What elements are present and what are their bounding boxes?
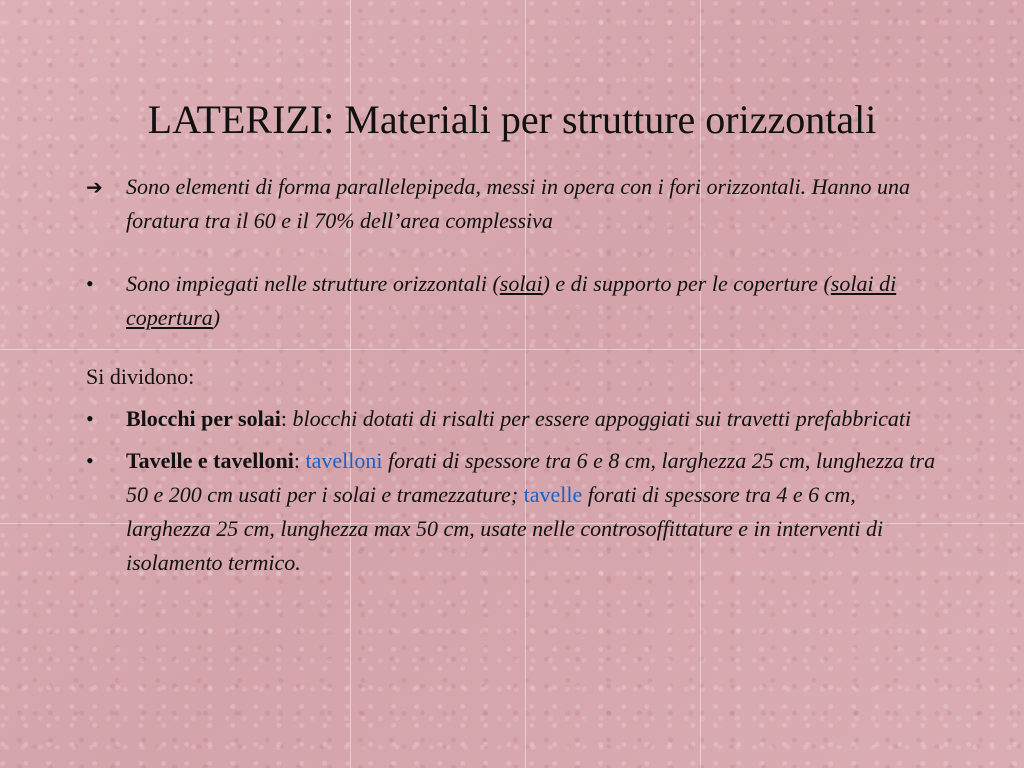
bullet-heading: Tavelle e tavelloni (126, 448, 294, 473)
bullet-text: forati di spessore tra 4 e 6 cm, larghezza 25 cm, lunghezza max 50 cm, usate nelle controsoffittature e in interventi di isolamento termico. (126, 482, 884, 575)
bullet-dot-icon: • (86, 406, 94, 431)
bullet-text: Sono elementi di forma parallelepipeda, messi in opera con i fori orizzontali. Hanno una foratura tra il 60 e il 70% dell’area complessiva (126, 174, 911, 233)
arrow-bullet-item (86, 170, 946, 238)
bullet-item-tavelle (86, 444, 946, 580)
tavelloni-term: tavelloni (305, 448, 383, 473)
slide-title: LATERIZI: Materiali per strutture orizzontali (147, 97, 877, 142)
bullet-text: forati di spessore tra 6 e 8 cm, larghezza 25 cm, lunghezza tra 50 e 200 cm usati per i solai e tramezzature; (126, 448, 936, 507)
solai-link[interactable]: solai (499, 271, 543, 296)
bullet-colon: : (280, 406, 293, 431)
subheading: Si dividono: (86, 364, 195, 389)
bullet-text: blocchi dotati di risalti per essere appoggiati sui travetti prefabbricati (292, 406, 912, 431)
bullet-dot-icon: • (86, 448, 94, 473)
arrow-right-icon: ➔ (86, 175, 103, 199)
bullet-text: Sono impiegati nelle strutture orizzontali ( (126, 271, 500, 296)
bullet-heading: Blocchi per solai (126, 406, 281, 431)
tavelle-term: tavelle (523, 482, 583, 507)
bullet-colon: : (293, 448, 306, 473)
solai-di-copertura-link[interactable]: solai di copertura (126, 271, 897, 330)
bullet-item-usage (86, 267, 946, 335)
slide-body (86, 170, 946, 580)
bullet-text: ) (212, 305, 221, 330)
bullet-item-blocchi (86, 402, 946, 436)
bullet-text: ) e di supporto per le coperture ( (542, 271, 831, 296)
bullet-dot-icon: • (86, 271, 94, 296)
